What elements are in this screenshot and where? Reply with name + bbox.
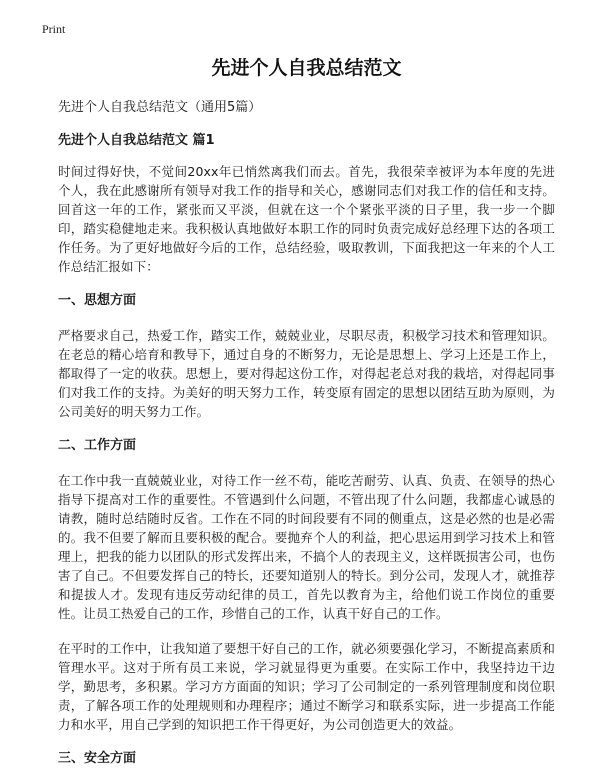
heading-safety: 三、安全方面 (58, 751, 137, 766)
heading-thought: 一、思想方面 (58, 293, 137, 308)
thought-paragraph: 严格要求自己，热爱工作，踏实工作，兢兢业业，尽职尽责，积极学习技术和管理知识。在老总的精心培育和教导下，通过自身的不断努力，无论是思想上、学习上还是工作上，都取得了一定的收获。思想上，要对得起这份工作，对得起老总对我的栽培，对得起同事们对我工作的支持。为美好的明天努力工作，转变原有固定的思想以团结互助为原则，为公司美好的明天努力工作。 (58, 328, 555, 419)
intro-paragraph: 时间过得好快，不觉间20xx年已悄然离我们而去。首先，我很荣幸被评为本年度的先进个人，我在此感谢所有领导对我工作的指导和关心，感谢同志们对我工作的信任和支持。回首这一年的工作，紧张而又平淡，但就在这一个个紧张平淡的日子里，我一步一个脚印，踏实稳健地走来。我积极认真地做好本职工作的同时负责完成好总经理下达的各项工作任务。为了更好地做好今后的工作，总结经验，吸取教训，下面我把这一年来的个人工作总结汇报如下： (58, 164, 555, 274)
document-page (58, 55, 555, 784)
page-title: 先进个人自我总结范文 (211, 57, 402, 79)
section-title: 先进个人自我总结范文 篇1 (58, 133, 215, 148)
work-paragraph-2: 在平时的工作中，让我知道了要想干好自己的工作，就必须要强化学习，不断提高素质和管理水平。这对于所有员工来说，学习就显得更为重要。在实际工作中，我坚持边干边学，勤思考，多积累。学习方方面面的知识；学习了公司制定的一系列管理制度和岗位职责，了解各项工作的处理规则和办理程序；通过不断学习和联系实际，进一步提高工作能力和水平，用自己学到的知识把工作干得更好，为公司创造更大的效益。 (58, 641, 555, 732)
work-paragraph-1: 在工作中我一直兢兢业业，对待工作一丝不苟，能吃苦耐劳、认真、负责、在领导的热心指导下提高对工作的重要性。不管遇到什么问题，不管出现了什么问题，我都虚心诚恳的请教，随时总结随时反省。工作在不同的时间段要有不同的侧重点，这是必然的也是必需的。我不但要了解而且要积极的配合。要抛弃个人的利益，把心思运用到学习技术上和管理上，把我的能力以团队的形式发挥出来，不搞个人的表现主义，这样既损害公司，也伤害了自己。不但要发挥自己的特长，还要知道别人的特长。到分公司，发现人才，就推荐和提拔人才。发现有违反劳动纪律的员工，首先以教育为主，给他们说工作岗位的重要性。让员工热爱自己的工作，珍惜自己的工作，认真干好自己的工作。 (58, 473, 555, 621)
print-label[interactable]: Print (42, 22, 66, 36)
document-subtitle: 先进个人自我总结范文（通用5篇） (58, 100, 262, 115)
heading-work: 二、工作方面 (58, 438, 137, 453)
